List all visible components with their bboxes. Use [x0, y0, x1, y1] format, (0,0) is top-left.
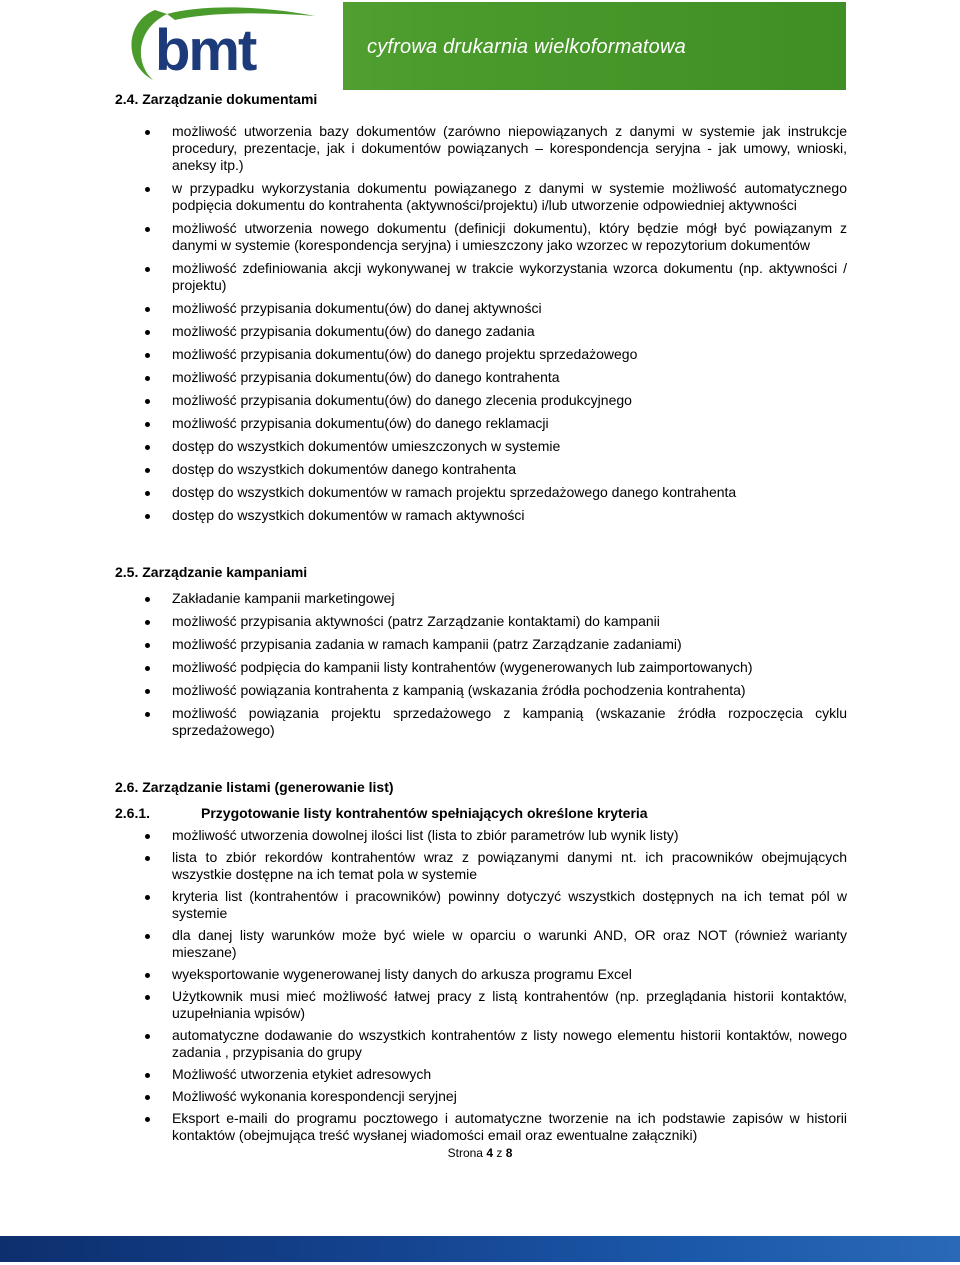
section-2-6-title: 2.6. Zarządzanie listami (generowanie list) — [115, 779, 394, 795]
footer-separator: z — [496, 1146, 503, 1160]
list-item: możliwość przypisania aktywności (patrz Zarządzanie kontaktami) do kampanii — [115, 613, 847, 630]
list-item: dostęp do wszystkich dokumentów w ramach aktywności — [115, 507, 847, 524]
header-tagline: cyfrowa drukarnia wielkoformatowa — [367, 36, 686, 58]
list-item: Eksport e-maili do programu pocztowego i automatyczne tworzenie na ich podstawie zapisów w historii kontaktów (obejmująca treść wysłanej wiadomości email oraz ewentualne załączniki) — [115, 1110, 847, 1144]
list-item: możliwość powiązania kontrahenta z kampanią (wskazania źródła pochodzenia kontrahenta) — [115, 682, 847, 699]
list-item: Możliwość wykonania korespondencji seryjnej — [115, 1088, 847, 1105]
page-header — [115, 2, 846, 90]
section-2-6-1-heading: Przygotowanie listy kontrahentów spełniających określone kryteria — [201, 805, 648, 821]
list-item: możliwość przypisania zadania w ramach kampanii (patrz Zarządzanie zadaniami) — [115, 636, 847, 653]
list-item: możliwość przypisania dokumentu(ów) do danego zadania — [115, 323, 847, 340]
list-item: Użytkownik musi mieć możliwość łatwej pracy z listą kontrahentów (np. przeglądania historii kontaktów, uzupełniania wpisów) — [115, 988, 847, 1022]
list-item: lista to zbiór rekordów kontrahentów wraz z powiązanymi danymi nt. ich pracowników obejmujących wszystkie dostępne na ich temat pola w systemie — [115, 849, 847, 883]
list-item: dostęp do wszystkich dokumentów danego kontrahenta — [115, 461, 847, 478]
list-item: Możliwość utworzenia etykiet adresowych — [115, 1066, 847, 1083]
footer-prefix: Strona — [447, 1146, 483, 1160]
page-footer — [0, 1146, 960, 1160]
list-item: możliwość utworzenia dowolnej ilości list (lista to zbiór parametrów lub wynik listy) — [115, 827, 847, 844]
footer-bar — [0, 1236, 960, 1262]
list-item: możliwość podpięcia do kampanii listy kontrahentów (wygenerowanych lub zaimportowanych) — [115, 659, 847, 676]
footer-total-pages: 8 — [505, 1146, 513, 1160]
list-item: możliwość przypisania dokumentu(ów) do danego reklamacji — [115, 415, 847, 432]
list-item: możliwość przypisania dokumentu(ów) do danej aktywności — [115, 300, 847, 317]
list-item: możliwość przypisania dokumentu(ów) do danego projektu sprzedażowego — [115, 346, 847, 363]
section-2-6-1-title — [115, 805, 847, 821]
company-logo — [115, 2, 343, 90]
section-2-4-list — [115, 123, 847, 524]
list-item: możliwość przypisania dokumentu(ów) do danego zlecenia produkcyjnego — [115, 392, 847, 409]
list-item: dostęp do wszystkich dokumentów w ramach projektu sprzedażowego danego kontrahenta — [115, 484, 847, 501]
section-2-6-1-number: 2.6.1. — [115, 805, 151, 821]
list-item: kryteria list (kontrahentów i pracowników) powinny dotyczyć wszystkich dostępnych na ich temat pól w systemie — [115, 888, 847, 922]
list-item: możliwość utworzenia bazy dokumentów (zarówno niepowiązanych z danymi w systemie jak instrukcje procedury, prezentacje, jak i dokumentów powiązanych – korespondencja seryjna - jak umowy, wnioski, aneksy itp.) — [115, 123, 847, 174]
section-2-6-1-list — [115, 827, 847, 1144]
section-2-4-title: 2.4. Zarządzanie dokumentami — [115, 91, 318, 107]
section-2-5-title: 2.5. Zarządzanie kampaniami — [115, 564, 308, 580]
list-item: wyeksportowanie wygenerowanej listy danych do arkusza programu Excel — [115, 966, 847, 983]
section-2-5-list — [115, 590, 847, 739]
list-item: Zakładanie kampanii marketingowej — [115, 590, 847, 607]
footer-page-number: 4 — [486, 1146, 493, 1160]
list-item: możliwość zdefiniowania akcji wykonywanej w trakcie wykorzystania wzorca dokumentu (np. aktywności / projektu) — [115, 260, 847, 294]
list-item: możliwość powiązania projektu sprzedażowego z kampanią (wskazanie źródła rozpoczęcia cyklu sprzedażowego) — [115, 705, 847, 739]
list-item: dla danej listy warunków może być wiele w oparciu o warunki AND, OR oraz NOT (również warianty mieszane) — [115, 927, 847, 961]
list-item: automatyczne dodawanie do wszystkich kontrahentów z listy nowego elementu historii kontaktów, nowego zadania , przypisania do grupy — [115, 1027, 847, 1061]
bmt-logo-icon — [115, 2, 343, 90]
list-item: możliwość utworzenia nowego dokumentu (definicji dokumentu), który będzie mógł być powiązanym z danymi w systemie (korespondencja seryjna) i umieszczony jako wzorzec w repozytorium dokumentów — [115, 220, 847, 254]
svg-text:bmt: bmt — [155, 18, 256, 83]
list-item: w przypadku wykorzystania dokumentu powiązanego z danymi w systemie możliwość automatycznego podpięcia dokumentu do kontrahenta (aktywności/projektu) i/lub utworzenie odpowiedniej aktywności — [115, 180, 847, 214]
document-body — [115, 91, 847, 1144]
list-item: możliwość przypisania dokumentu(ów) do danego kontrahenta — [115, 369, 847, 386]
list-item: dostęp do wszystkich dokumentów umieszczonych w systemie — [115, 438, 847, 455]
